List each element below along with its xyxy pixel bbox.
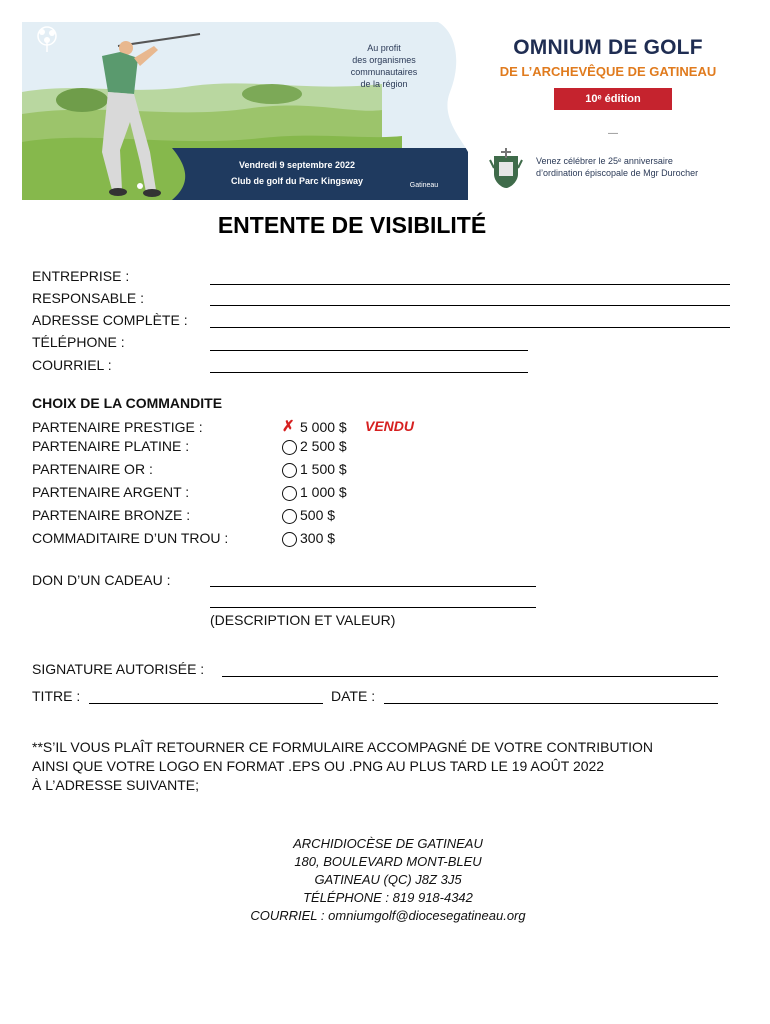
tier-amount-platine: 2 500 $ <box>300 438 347 454</box>
diocese-crest-icon <box>488 146 524 190</box>
sponsorship-heading: CHOIX DE LA COMMANDITE <box>32 395 223 411</box>
field-label-entreprise: ENTREPRISE : <box>32 268 130 284</box>
field-label-courriel: COURRIEL : <box>32 357 112 373</box>
tier-label-prestige: PARTENAIRE PRESTIGE : <box>32 419 203 435</box>
banner-illustration <box>22 22 468 200</box>
event-title: OMNIUM DE GOLF <box>513 36 703 59</box>
tier-amount-bronze: 500 $ <box>300 507 336 523</box>
tier-radio-platine[interactable] <box>282 440 297 455</box>
tier-amount-or: 1 500 $ <box>300 461 347 477</box>
anniversary-line: Venez célébrer le 25ᵉ anniversaire <box>536 156 673 166</box>
date-label: DATE : <box>331 688 376 704</box>
tier-label-platine: PARTENAIRE PLATINE : <box>32 438 190 454</box>
divider-dash: — <box>608 128 618 139</box>
address-street: 180, BOULEVARD MONT-BLEU <box>294 854 482 869</box>
tier-label-or: PARTENAIRE OR : <box>32 461 153 477</box>
telephone-input-line[interactable] <box>210 350 528 351</box>
address-org: ARCHIDIOCÈSE DE GATINEAU <box>293 836 483 851</box>
field-label-telephone: TÉLÉPHONE : <box>32 334 125 350</box>
tier-label-argent: PARTENAIRE ARGENT : <box>32 484 190 500</box>
signature-label: SIGNATURE AUTORISÉE : <box>32 661 205 677</box>
signature-input-line[interactable] <box>222 676 718 677</box>
address-city: GATINEAU (QC) J8Z 3J5 <box>314 872 462 887</box>
tier-amount-argent: 1 000 $ <box>300 484 347 500</box>
selected-x-icon[interactable]: ✗ <box>282 418 295 435</box>
adresse-input-line[interactable] <box>210 327 730 328</box>
tier-label-trou: COMMADITAIRE D’UN TROU : <box>32 530 229 546</box>
date-input-line[interactable] <box>384 703 718 704</box>
field-label-adresse: ADRESSE COMPLÈTE : <box>32 312 188 328</box>
event-banner <box>22 22 744 200</box>
sold-badge: VENDU <box>365 418 415 434</box>
anniversary-line: d’ordination épiscopale de Mgr Durocher <box>536 168 699 178</box>
banner-blurb-line: Au profit <box>367 43 401 53</box>
tier-radio-bronze[interactable] <box>282 509 297 524</box>
banner-blurb-line: communautaires <box>350 67 418 77</box>
gift-input-line[interactable] <box>210 586 536 587</box>
notice-line: **S’IL VOUS PLAÎT RETOURNER CE FORMULAIRE ACCOMPAGNÉ DE VOTRE CONTRIBUTION <box>32 739 654 755</box>
gatineau-tree-logo-icon <box>22 22 72 66</box>
banner-blurb-line: des organismes <box>352 55 416 65</box>
event-subtitle: DE L’ARCHEVÊQUE DE GATINEAU <box>499 64 717 79</box>
field-label-responsable: RESPONSABLE : <box>32 290 145 306</box>
notice-line: À L’ADRESSE SUIVANTE; <box>32 777 200 793</box>
tier-amount-prestige: 5 000 $ <box>300 419 347 435</box>
event-date: Vendredi 9 septembre 2022 <box>238 160 356 170</box>
gift-input-line-2[interactable] <box>210 607 536 608</box>
notice-line: AINSI QUE VOTRE LOGO EN FORMAT .EPS OU .PNG AU PLUS TARD LE 19 AOÛT 2022 <box>32 758 605 774</box>
entreprise-input-line[interactable] <box>210 284 730 285</box>
gift-label: DON D’UN CADEAU : <box>32 572 171 588</box>
tier-radio-or[interactable] <box>282 463 297 478</box>
tier-radio-trou[interactable] <box>282 532 297 547</box>
edition-badge: 10ᵉ édition <box>554 88 672 110</box>
tier-amount-trou: 300 $ <box>300 530 336 546</box>
gift-description-hint: (DESCRIPTION ET VALEUR) <box>210 612 396 628</box>
tier-radio-argent[interactable] <box>282 486 297 501</box>
address-phone: TÉLÉPHONE : 819 918-4342 <box>303 890 473 905</box>
event-venue: Club de golf du Parc Kingsway <box>230 176 364 186</box>
address-email[interactable]: COURRIEL : omniumgolf@diocesegatineau.org <box>250 908 526 923</box>
titre-label: TITRE : <box>32 688 81 704</box>
gatineau-logo-text: Gatineau <box>409 182 439 189</box>
tier-label-bronze: PARTENAIRE BRONZE : <box>32 507 191 523</box>
banner-blurb-line: de la région <box>360 79 408 89</box>
courriel-input-line[interactable] <box>210 372 528 373</box>
titre-input-line[interactable] <box>89 703 323 704</box>
document-title: ENTENTE DE VISIBILITÉ <box>217 212 487 238</box>
responsable-input-line[interactable] <box>210 305 730 306</box>
